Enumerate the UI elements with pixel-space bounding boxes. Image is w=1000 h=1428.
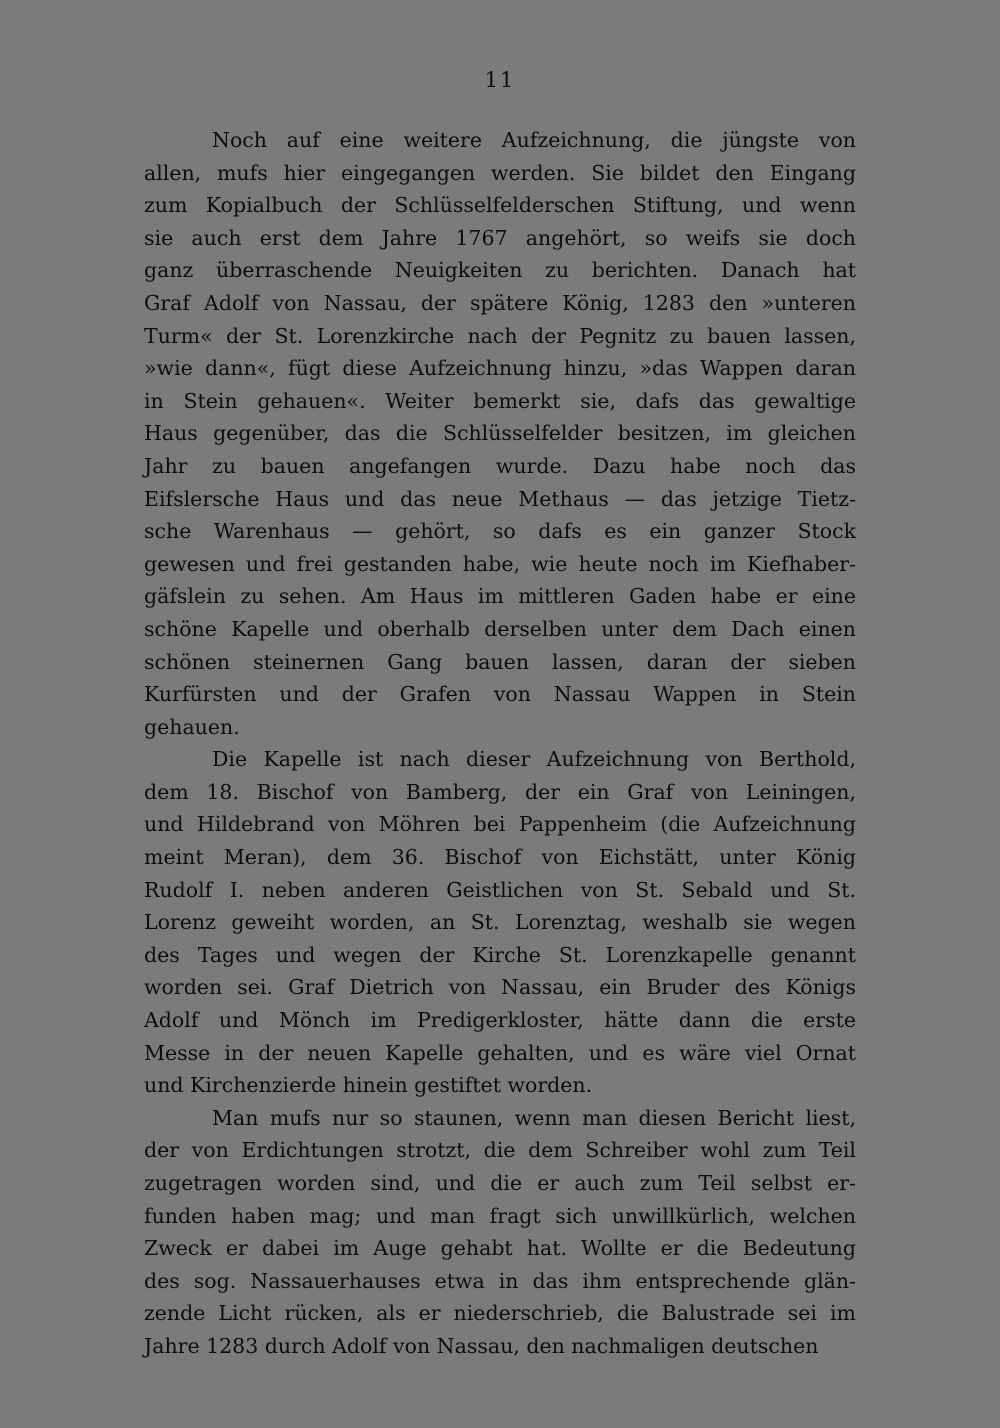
text-line: Noch auf eine weitere Aufzeichnung, die jüngste von [212,128,856,152]
text-line: Messe in der neuen Kapelle gehalten, und es wäre viel Ornat [144,1040,856,1065]
text-line: zugetragen worden sind, und die er auch zum Teil selbst er- [144,1171,856,1195]
text-line: und Hildebrand von Möhren bei Pappenheim (die Aufzeichnung [144,812,856,837]
text-line: Zweck er dabei im Auge gehabt hat. Wollte er die Bedeutung [144,1236,856,1261]
text-line: schöne Kapelle und oberhalb derselben unter dem Dach einen [144,616,856,641]
text-line: Eifslersche Haus und das neue Methaus — das jetzige Tietz- [144,486,856,511]
text-line: sche Warenhaus — gehört, so dafs es ein ganzer Stock [144,519,856,544]
text-line: Turm« der St. Lorenzkirche nach der Pegnitz zu bauen lassen, [144,323,856,348]
text-line: Jahr zu bauen angefangen wurde. Dazu habe noch das [144,453,856,478]
text-line: zende Licht rücken, als er niederschrieb, die Balustrade sei im [144,1301,856,1326]
text-line: Graf Adolf von Nassau, der spätere König, 1283 den »unteren [144,290,856,315]
text-line: und Kirchenzierde hinein gestiftet worden. [144,1073,593,1098]
text-line: des sog. Nassauerhauses etwa in das ihm entsprechende glän- [144,1268,856,1293]
text-line: der von Erdichtungen strotzt, die dem Schreiber wohl zum Teil [144,1138,856,1163]
text-line: in Stein gehauen«. Weiter bemerkt sie, dafs das gewaltige [144,388,856,413]
text-line: Jahre 1283 durch Adolf von Nassau, den nachmaligen deutschen [144,1333,819,1358]
text-line: meint Meran), dem 36. Bischof von Eichstätt, unter König [144,845,856,870]
text-line: Haus gegenüber, das die Schlüsselfelder besitzen, im gleichen [144,421,856,446]
text-line: Rudolf I. neben anderen Geistlichen von St. Sebald und St. [144,877,856,902]
text-line: funden haben mag; und man fragt sich unwillkürlich, welchen [144,1203,856,1228]
paragraph [144,1102,856,1363]
text-line: ganz überraschende Neuigkeiten zu berichten. Danach hat [144,258,856,283]
text-line: Adolf und Mönch im Predigerkloster, hätte dann die erste [144,1008,856,1033]
text-line: gewesen und frei gestanden habe, wie heute noch im Kiefhaber- [144,551,856,576]
text-line: gehauen. [144,714,240,739]
text-line: Man mufs nur so staunen, wenn man diesen Bericht liest, [212,1105,856,1130]
text-line: sie auch erst dem Jahre 1767 angehört, so weifs sie doch [144,225,856,250]
text-line: Die Kapelle ist nach dieser Aufzeichnung von Berthold, [212,747,856,772]
text-line: allen, mufs hier eingegangen werden. Sie bildet den Eingang [144,160,856,185]
text-line: dem 18. Bischof von Bamberg, der ein Graf von Leiningen, [144,779,856,804]
text-line: »wie dann«, fügt diese Aufzeichnung hinzu, »das Wappen daran [144,356,856,381]
body-text [144,124,856,1363]
page-number: 11 [484,68,516,92]
text-line: worden sei. Graf Dietrich von Nassau, ein Bruder des Königs [144,975,856,1000]
text-line: gäfslein zu sehen. Am Haus im mittleren Gaden habe er eine [144,584,856,609]
text-line: Lorenz geweiht worden, an St. Lorenztag, weshalb sie wegen [144,910,856,935]
paragraph [144,743,856,1102]
text-line: Kurfürsten und der Grafen von Nassau Wappen in Stein [144,682,856,707]
text-line: des Tages und wegen der Kirche St. Lorenzkapelle genannt [144,942,856,967]
paragraph [144,124,856,743]
text-line: schönen steinernen Gang bauen lassen, daran der sieben [144,649,856,674]
text-line: zum Kopialbuch der Schlüsselfelderschen Stiftung, und wenn [144,193,856,218]
